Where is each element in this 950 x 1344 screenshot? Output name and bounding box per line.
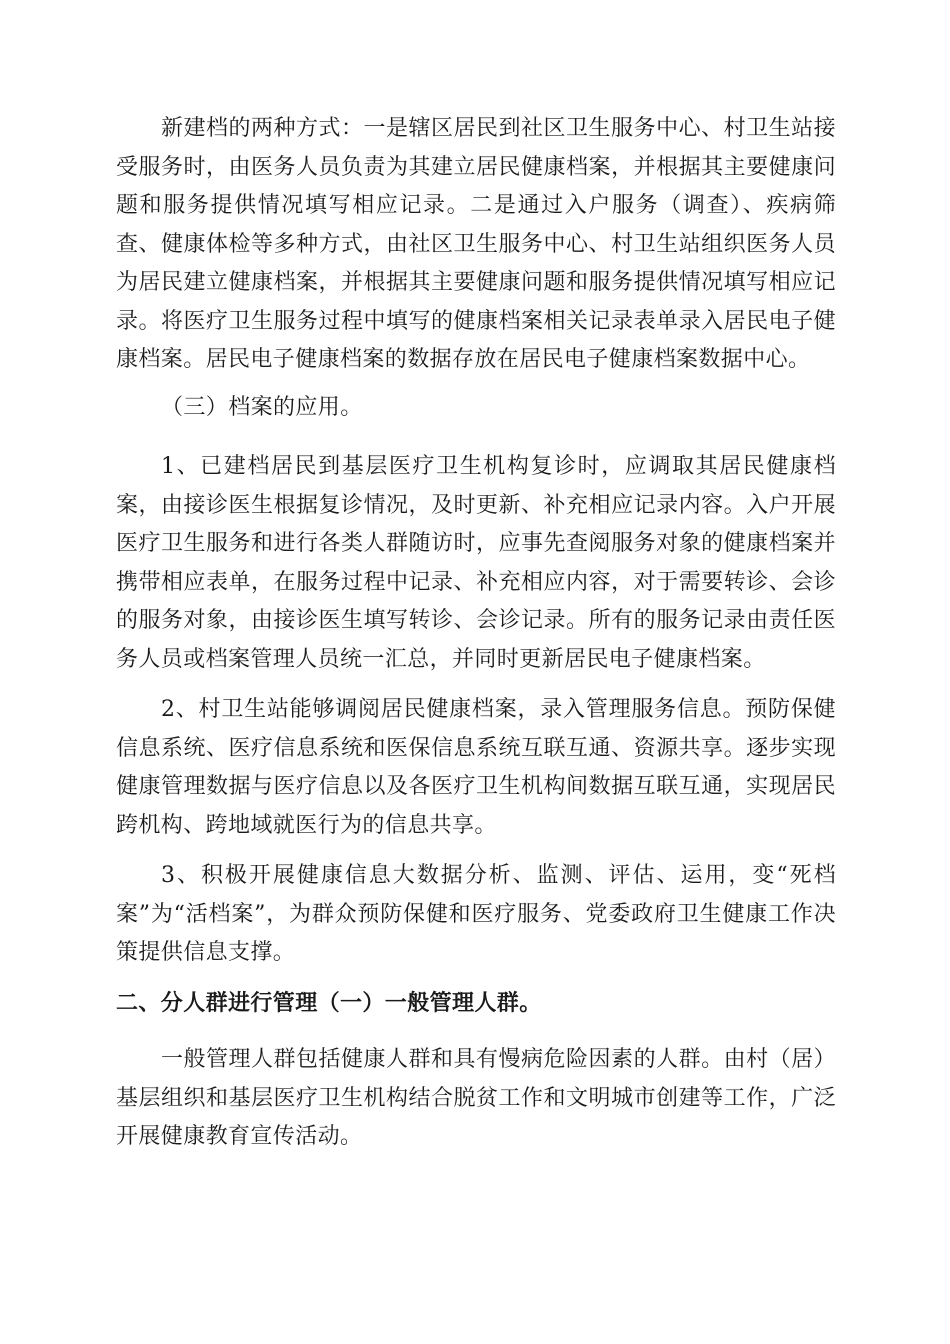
paragraph-big-data-analysis: 3、积极开展健康信息大数据分析、监测、评估、运用，变“死档案”为“活档案”，为群众预防保健和医疗服务、党委政府卫生健康工作决策提供信息支撑。 [116,863,836,965]
paragraph-new-archive-methods: 新建档的两种方式：一是辖区居民到社区卫生服务中心、村卫生站接受服务时，由医务人员负责为其建立居民健康档案，并根据其主要健康问题和服务提供情况填写相应记录。二是通过入户服务（调查）、疾病筛查、健康体检等多种方式，由社区卫生服务中心、村卫生站组织医务人员为居民建立健康档案，并根据其主要健康问题和服务提供情况填写相应记录。将医疗卫生服务过程中填写的健康档案相关记录表单录入居民电子健康档案。居民电子健康档案的数据存放在居民电子健康档案数据中心。 [116,116,836,372]
paragraph-village-clinic-access: 2、村卫生站能够调阅居民健康档案，录入管理服务信息。预防保健信息系统、医疗信息系统和医保信息系统互联互通、资源共享。逐步实现健康管理数据与医疗信息以及各医疗卫生机构间数据互联互通，实现居民跨机构、跨地域就医行为的信息共享。 [116,697,836,838]
paragraph-revisit-archive: 1、已建档居民到基层医疗卫生机构复诊时，应调取其居民健康档案，由接诊医生根据复诊情况，及时更新、补充相应记录内容。入户开展医疗卫生服务和进行各类人群随访时，应事先查阅服务对象的健康档案并携带相应表单，在服务过程中记录、补充相应内容，对于需要转诊、会诊的服务对象，由接诊医生填写转诊、会诊记录。所有的服务记录由责任医务人员或档案管理人员统一汇总，并同时更新居民电子健康档案。 [116,454,836,672]
subheading-archive-application: （三）档案的应用。 [161,395,363,420]
paragraph-general-population: 一般管理人群包括健康人群和具有慢病危险因素的人群。由村（居）基层组织和基层医疗卫生机构结合脱贫工作和文明城市创建等工作，广泛开展健康教育宣传活动。 [116,1047,836,1149]
section-heading-population-management: 二、分人群进行管理（一）一般管理人群。 [116,991,542,1016]
